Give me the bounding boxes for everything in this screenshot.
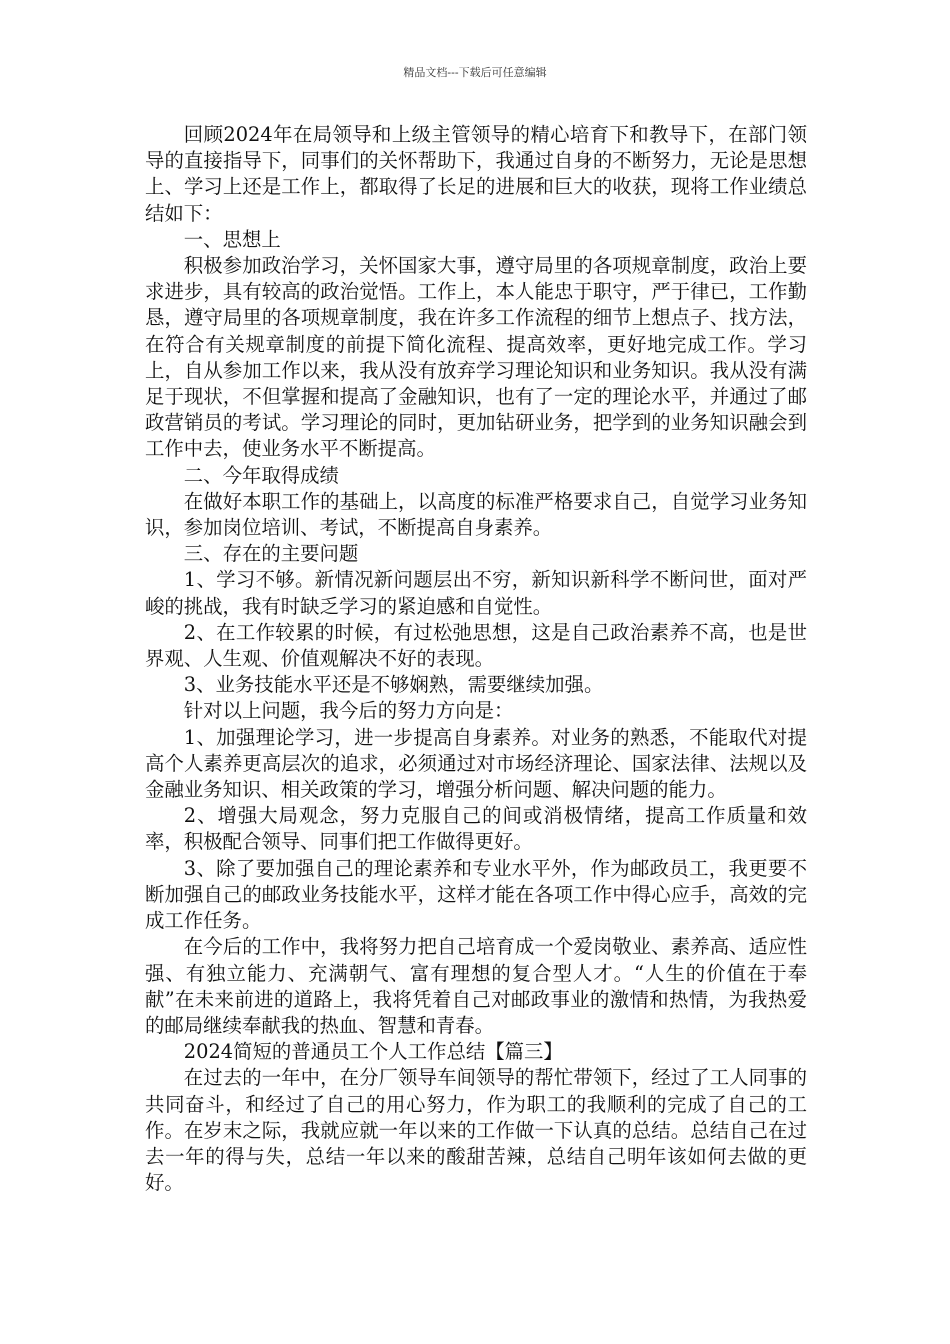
- section-heading-achievements: 二、今年取得成绩: [183, 463, 339, 487]
- paragraph-problem-1: 1、学习不够。新情况新问题层出不穷，新知识新科学不断问世，面对严峻的挑战，我有时缺乏学习的紧迫感和自觉性。: [145, 568, 807, 618]
- page-header: 精品文档---下载后可任意编辑: [403, 66, 547, 79]
- paragraph-direction-3: 3、除了要加强自己的理论素养和专业水平外，作为邮政员工，我更要不断加强自己的邮政业务技能水平，这样才能在各项工作中得心应手，高效的完成工作任务。: [145, 856, 807, 933]
- paragraph-direction-1: 1、加强理论学习，进一步提高自身素养。对业务的熟悉，不能取代对提高个人素养更高层次的追求，必须通过对市场经济理论、国家法律、法规以及金融业务知识、相关政策的学习，增强分析问题、解决问题的能力。: [145, 725, 807, 802]
- paragraph-problem-3: 3、业务技能水平还是不够娴熟，需要继续加强。: [183, 673, 604, 697]
- paragraph-achievements: 在做好本职工作的基础上，以高度的标准严格要求自己，自觉学习业务知识，参加岗位培训、考试，不断提高自身素养。: [145, 489, 807, 540]
- document-body: [145, 122, 807, 1196]
- section-heading-thought: 一、思想上: [183, 227, 281, 251]
- paragraph-intro: 回顾2024年在局领导和上级主管领导的精心培育下和教导下，在部门领导的直接指导下，同事们的关怀帮助下，我通过自身的不断努力，无论是思想上、学习上还是工作上，都取得了长足的进展和巨大的收获，现将工作业绩总结如下：: [145, 123, 807, 225]
- section-heading-problems: 三、存在的主要问题: [183, 542, 359, 566]
- paragraph-part-three-intro: 在过去的一年中，在分厂领导车间领导的帮忙带领下，经过了工人同事的共同奋斗，和经过了自己的用心努力，作为职工的我顺利的完成了自己的工作。在岁末之际，我就应就一年以来的工作做一下认真的总结。总结自己在过去一年的得与失，总结一年以来的酸甜苦辣，总结自己明年该如何去做的更好。: [145, 1066, 807, 1195]
- paragraph-direction-2: 2、增强大局观念，努力克服自己的间或消极情绪，提高工作质量和效率，积极配合领导、同事们把工作做得更好。: [145, 804, 807, 854]
- paragraph-problem-2: 2、在工作较累的时候，有过松弛思想，这是自己政治素养不高，也是世界观、人生观、价值观解决不好的表现。: [145, 620, 807, 671]
- section-title-part-three: 2024简短的普通员工个人工作总结【篇三】: [183, 1040, 563, 1064]
- paragraph-thought: 积极参加政治学习，关怀国家大事，遵守局里的各项规章制度，政治上要求进步，具有较高的政治觉悟。工作上，本人能忠于职守，严于律已，工作勤恳，遵守局里的各项规章制度，我在许多工作流程的细节上想点子、找方法，在符合有关规章制度的前提下简化流程、提高效率，更好地完成工作。学习上，自从参加工作以来，我从没有放弃学习理论知识和业务知识。我从没有满足于现状，不但掌握和提高了金融知识，也有了一定的理论水平，并通过了邮政营销员的考试。学习理论的同时，更加钻研业务，把学到的业务知识融会到工作中去，使业务水平不断提高。: [145, 254, 807, 461]
- paragraph-future: 在今后的工作中，我将努力把自己培育成一个爱岗敬业、素养高、适应性强、有独立能力、充满朝气、富有理想的复合型人才。“人生的价值在于奉献”在未来前进的道路上，我将凭着自己对邮政事业的激情和热情，为我热爱的邮局继续奉献我的热血、智慧和青春。: [145, 935, 807, 1037]
- paragraph-direction-intro: 针对以上问题，我今后的努力方向是：: [183, 699, 514, 723]
